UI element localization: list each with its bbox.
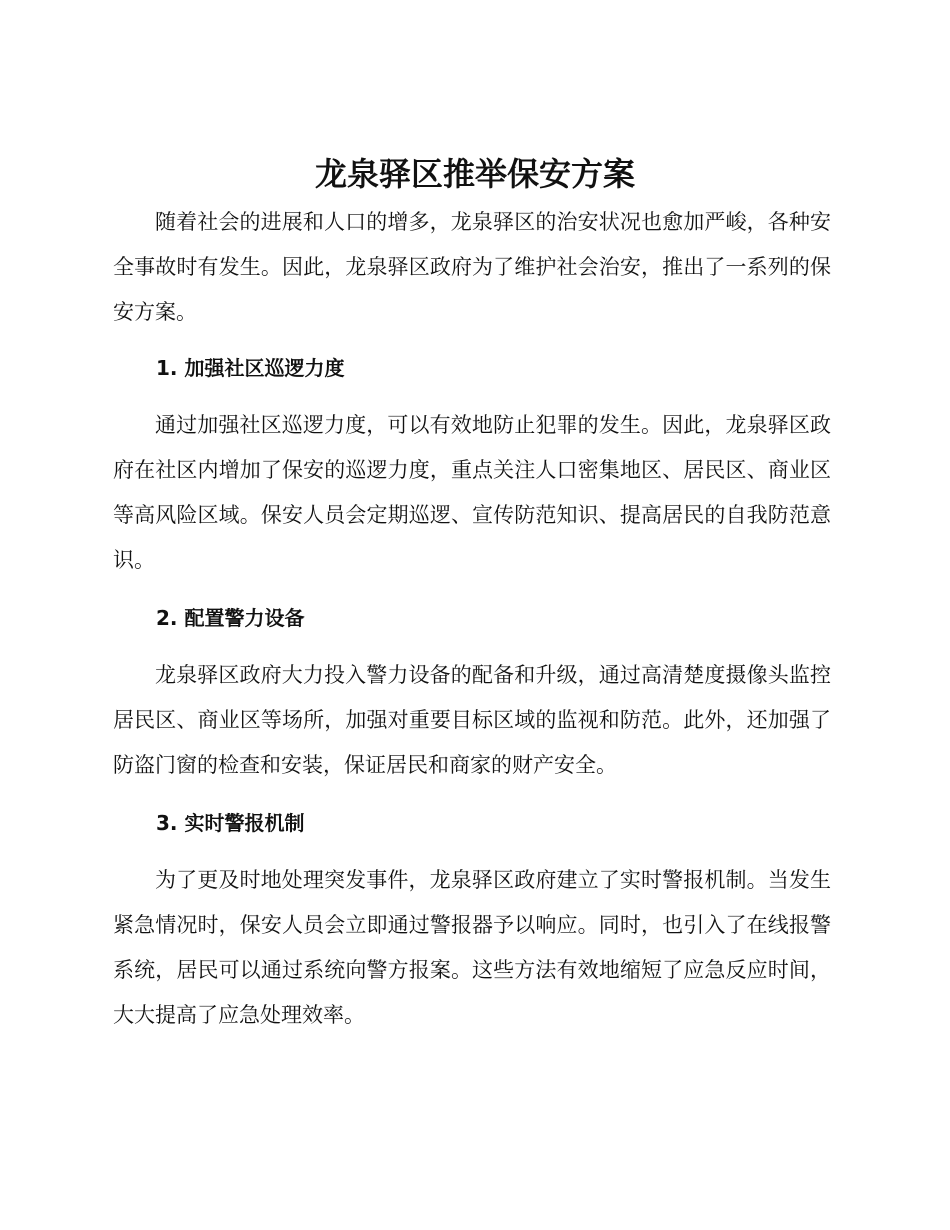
section-body-equipment: 龙泉驿区政府大力投入警力设备的配备和升级，通过高清楚度摄像头监控居民区、商业区等场所，加强对重要目标区域的监视和防范。此外，还加强了防盗门窗的检查和安装，保证居民和商家的财产安全。 <box>113 663 831 777</box>
intro-paragraph: 随着社会的进展和人口的增多，龙泉驿区的治安状况也愈加严峻，各种安全事故时有发生。因此，龙泉驿区政府为了维护社会治安，推出了一系列的保安方案。 <box>113 210 831 324</box>
section-body-patrol: 通过加强社区巡逻力度，可以有效地防止犯罪的发生。因此，龙泉驿区政府在社区内增加了保安的巡逻力度，重点关注人口密集地区、居民区、商业区等高风险区域。保安人员会定期巡逻、宣传防范知识、提高居民的自我防范意识。 <box>113 413 831 572</box>
section-heading-alarm: 3. 实时警报机制 <box>156 811 305 835</box>
section-body-alarm: 为了更及时地处理突发事件，龙泉驿区政府建立了实时警报机制。当发生紧急情况时，保安人员会立即通过警报器予以响应。同时，也引入了在线报警系统，居民可以通过系统向警方报案。这些方法有效地缩短了应急反应时间，大大提高了应急处理效率。 <box>113 868 831 1027</box>
section-heading-patrol: 1. 加强社区巡逻力度 <box>156 356 345 380</box>
document-title: 龙泉驿区推举保安方案 <box>314 155 635 193</box>
section-heading-equipment: 2. 配置警力设备 <box>156 606 305 630</box>
